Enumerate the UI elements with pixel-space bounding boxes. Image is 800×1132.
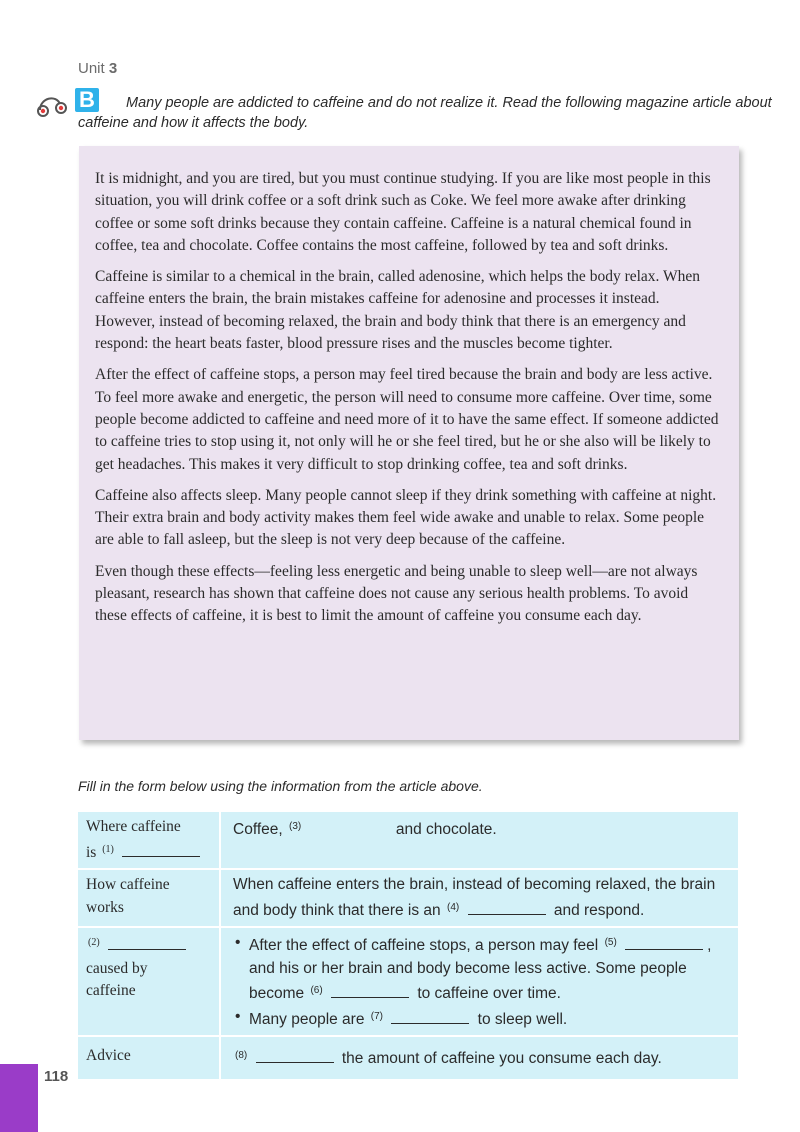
answer-blank-3[interactable] (310, 819, 388, 834)
form-row-effects (78, 928, 738, 1037)
answer-blank-1[interactable] (122, 842, 200, 857)
blank-number: (8) (235, 1050, 248, 1061)
label-text: Where caffeine (86, 818, 181, 835)
answer-blank-8[interactable] (256, 1048, 334, 1063)
section-badge: B (75, 88, 99, 112)
form-value-how (221, 870, 738, 928)
form-row-advice (78, 1037, 738, 1081)
label-text: is (86, 843, 97, 861)
value-text: Many people are (249, 1010, 365, 1028)
label-text: caffeine (86, 982, 136, 999)
article-paragraph: After the effect of caffeine stops, a person may feel tired because the brain and body are less active. To feel more awake and energetic, the person will need to consume more caffeine. Over time, some people become addicted to caffeine and need more of it to have the same effect. If someone addicted to caffeine tries to stop using it, not only will he or she feel tired, but he or she also will be likely to get headaches. This makes it very difficult to stop drinking coffee, tea and soft drinks. (95, 366, 719, 473)
article-box (79, 146, 739, 740)
answer-blank-6[interactable] (331, 983, 409, 998)
page-tab (0, 1064, 38, 1132)
label-text: Advice (86, 1047, 131, 1064)
value-text: the amount of caffeine you consume each day. (341, 1050, 662, 1067)
blank-number: (7) (370, 1010, 384, 1022)
answer-blank-7[interactable] (391, 1009, 469, 1024)
blank-number: (1) (102, 843, 114, 855)
fill-in-form (78, 812, 738, 1081)
form-label-advice (78, 1037, 221, 1081)
answer-blank-5[interactable] (625, 935, 703, 950)
label-text: How caffeine (86, 876, 170, 893)
form-row-how (78, 870, 738, 928)
blank-number: (6) (310, 985, 323, 996)
value-text: Coffee, (233, 821, 283, 838)
answer-blank-4[interactable] (468, 900, 546, 915)
value-text: After the effect of caffeine stops, a person may feel (249, 937, 599, 954)
article-paragraph: It is midnight, and you are tired, but you must continue studying. If you are like most people in this situation, you will drink coffee or a soft drink such as Coke. We feel more awake after drinking coffee or some soft drinks because they contain caffeine. Caffeine is a natural chemical found in coffee, tea and chocolate. Coffee contains the most caffeine, followed by tea and soft drinks. (95, 170, 711, 254)
value-text: to caffeine over time. (417, 985, 561, 1002)
form-instructions: Fill in the form below using the information from the article above. (78, 778, 483, 794)
form-label-how (78, 870, 221, 928)
section-instructions: Many people are addicted to caffeine and do not realize it. Read the following magazine article about caffeine and how it affects the body. (78, 95, 772, 131)
label-text: caused by (86, 959, 148, 977)
blank-number: (4) (446, 901, 460, 913)
article-paragraph: Caffeine is similar to a chemical in the brain, called adenosine, which helps the body relax. When caffeine enters the brain, the brain mistakes caffeine for adenosine and processes it instead. However, instead of becoming relaxed, the brain and body think that there is an emergency and respond: the heart beats faster, blood pressure rises and the muscles become tighter. (95, 268, 701, 353)
form-value-where (221, 812, 738, 870)
article-paragraph: Caffeine also affects sleep. Many people cannot sleep if they drink something with caffeine at night. Their extra brain and body activity makes them feel wide awake and unable to relax. Some people are able to fall asleep, but the sleep is not very deep because of the caffeine. (95, 486, 717, 549)
list-item (249, 1006, 728, 1032)
value-text: and respond. (553, 901, 645, 919)
blank-number: (3) (289, 821, 302, 832)
effects-list (233, 932, 728, 1031)
value-text: and chocolate. (395, 821, 497, 838)
unit-number: 3 (108, 60, 118, 77)
label-text: works (86, 898, 124, 916)
unit-label: Unit (78, 60, 105, 77)
list-item (249, 932, 728, 1006)
article-paragraph: Even though these effects—feeling less energetic and being unable to sleep well—are not always pleasant, research has shown that caffeine does not cause any serious health problems. To avoid these effects of caffeine, it is best to limit the amount of caffeine you consume each day. (95, 562, 698, 625)
value-text: , and his or her brain and body become less active. Some people become (249, 937, 712, 1002)
answer-blank-2[interactable] (108, 935, 186, 950)
unit-heading (78, 60, 117, 77)
form-value-advice (221, 1037, 738, 1081)
form-label-where (78, 812, 221, 870)
form-value-effects (221, 928, 738, 1037)
page-number: 118 (44, 1068, 69, 1085)
value-text: When caffeine enters the brain, instead of becoming relaxed, the brain and body think that there is an (233, 876, 716, 919)
value-text: to sleep well. (477, 1010, 568, 1028)
blank-number: (5) (604, 937, 617, 948)
blank-number: (2) (88, 937, 100, 948)
form-row-where (78, 812, 738, 870)
form-label-effects (78, 928, 221, 1037)
headphones-icon[interactable] (34, 90, 78, 118)
